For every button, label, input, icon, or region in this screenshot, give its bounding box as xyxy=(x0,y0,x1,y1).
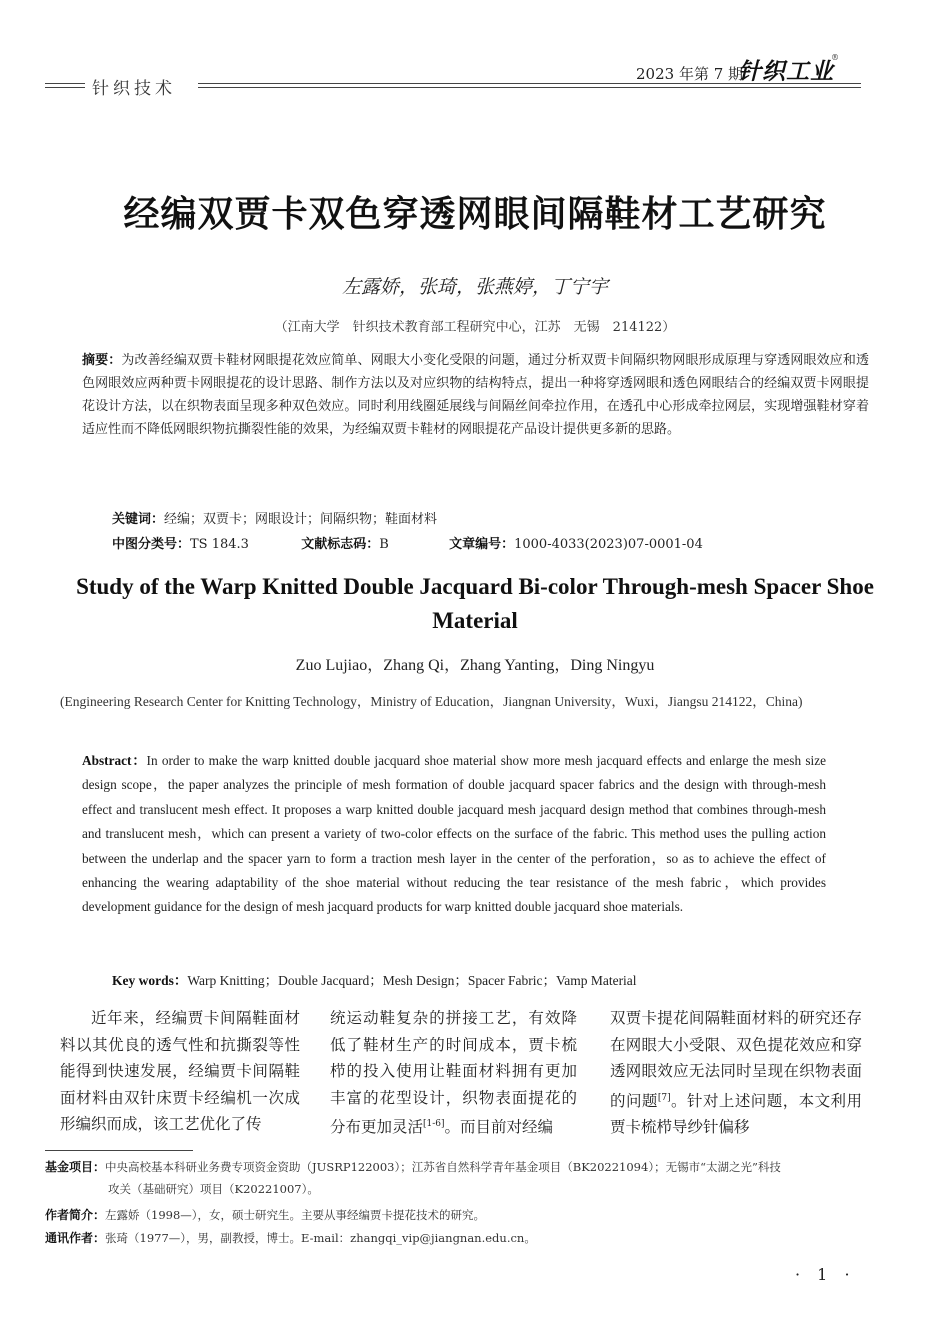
keywords-en-text: Warp Knitting；Double Jacquard；Mesh Design；Spacer Fabric；Vamp Material xyxy=(187,973,637,988)
body-text: 。而目前对经编 xyxy=(444,1118,554,1137)
body-column-3 xyxy=(610,1005,862,1141)
keywords-en-label: Key words： xyxy=(112,973,188,988)
body-text: 统运动鞋复杂的拼接工艺，有效降低了鞋材生产的时间成本，贾卡梳栉的投入使用让鞋面材料拥有更加丰富的花型设计，织物表面提花的分布更加灵活 xyxy=(330,1009,577,1137)
header-rule xyxy=(45,83,85,84)
fund-text: 中央高校基本科研业务费专项资金资助（JUSRP122003）；江苏省自然科学青年基金项目（BK20221094）；无锡市“太湖之光”科技 xyxy=(105,1160,781,1174)
header-rule xyxy=(198,87,861,88)
header-rule xyxy=(45,87,85,88)
affiliation-cn: （江南大学 针织技术教育部工程研究中心，江苏 无锡 214122） xyxy=(274,320,676,335)
abstract-cn-text: 为改善经编双贾卡鞋材网眼提花效应简单、网眼大小变化受限的问题，通过分析双贾卡间隔织物网眼形成原理与穿透网眼效应和透色网眼效应两种贾卡网眼提花的设计思路、制作方法以及对应织物的结构特点，提出一种将穿透网眼和透色网眼结合的经编双贾卡网眼提花设计方法，以在织物表面呈现多种双色效应。同时利用线圈延展线与间隔丝间牵拉作用，在透孔中心形成牵拉网层，实现增强鞋材穿着适应性而不降低网眼织物抗撕裂性能的效果，为经编双贾卡鞋材的网眼提花产品设计提供更多新的思路。 xyxy=(82,353,869,437)
keywords-cn xyxy=(112,508,872,531)
body-text: 。针对上述问题，本文利用贾卡梳栉导纱针偏移 xyxy=(610,1091,862,1137)
citation-ref: [7] xyxy=(657,1092,671,1103)
citation-ref: [1-6] xyxy=(423,1119,445,1129)
author-bio-text: 左露娇（1998—），女，硕士研究生。主要从事经编贾卡提花技术的研究。 xyxy=(105,1208,486,1222)
journal-logo: 针织工业 xyxy=(738,58,834,85)
paper-title-en: Study of the Warp Knitted Double Jacquard Bi-color Through-mesh Spacer Shoe Material xyxy=(76,574,874,633)
corresponding-label: 通讯作者： xyxy=(45,1231,106,1245)
abstract-cn xyxy=(82,349,869,441)
footnote-rule xyxy=(45,1150,193,1151)
abstract-en-text: In order to make the warp knitted double jacquard shoe material show more mesh jacquard effects and enlarge the mesh size design scope，the paper analyzes the principle of mesh formation of double jacquard spacer fabrics and the design with through-mesh effect and translucent mesh effect. It proposes a warp knitted double jacquard mesh jacquard design method that combines through-mesh and translucent mesh，which can present a variety of two-color effects on the surface of the fabric. This method uses the pulling action between the underlap and the spacer yarn to form a traction mesh layer in the center of the perforation，so as to achieve the effect of enhancing the wearing adaptability of the shoe material without reducing the tear resistance of the mesh fabric，which provides development guidance for the design of mesh jacquard products for warp knitted double jacquard shoe materials. xyxy=(82,753,827,915)
paper-title-cn: 经编双贾卡双色穿透网眼间隔鞋材工艺研究 xyxy=(123,194,827,235)
keywords-cn-label: 关键词： xyxy=(112,512,165,527)
keywords-cn-text: 经编；双贾卡；网眼设计；间隔织物；鞋面材料 xyxy=(164,512,438,527)
page-number: · 1 · xyxy=(795,1265,856,1284)
abstract-en-label: Abstract： xyxy=(82,753,147,768)
fund-text-cont: 攻关（基础研究）项目（K20221007）。 xyxy=(108,1182,319,1196)
author-bio-label: 作者简介： xyxy=(45,1208,106,1222)
body-column-2 xyxy=(330,1005,577,1141)
corresponding-text: 张琦（1977—），男，副教授，博士。E-mail：zhangqi_vip@jiangnan.edu.cn。 xyxy=(105,1231,536,1245)
clc-value: TS 184.3 xyxy=(190,537,249,552)
body-text: 双贾卡提花间隔鞋面材料的研究还存在网眼大小受限、双色提花效应和穿透网眼效应无法同时呈现在织物表面的问题 xyxy=(610,1009,862,1110)
abstract-en xyxy=(82,749,826,920)
doc-code-value: B xyxy=(379,537,389,552)
article-no-label: 文章编号： xyxy=(449,537,515,552)
abstract-cn-label: 摘要： xyxy=(82,353,122,368)
footnote-author xyxy=(45,1204,875,1226)
classification-line xyxy=(112,533,872,552)
section-label: 针织技术 xyxy=(92,79,176,99)
doc-code-label: 文献标志码： xyxy=(301,537,380,552)
registered-mark: ® xyxy=(831,53,839,62)
authors-cn: 左露娇，张琦，张燕婷，丁宁宇 xyxy=(341,276,608,298)
article-no-value: 1000-4033(2023)07-0001-04 xyxy=(514,537,703,552)
issue-label: 2023 年第 7 期 xyxy=(636,65,744,83)
affiliation-en: (Engineering Research Center for Knitting Technology，Ministry of Education，Jiangnan University，Wuxi，Jiangsu 214122，China) xyxy=(60,694,803,709)
footnote-corresponding xyxy=(45,1227,875,1249)
keywords-en xyxy=(112,969,872,989)
fund-label: 基金项目： xyxy=(45,1160,106,1174)
clc-label: 中图分类号： xyxy=(112,537,191,552)
authors-en: Zuo Lujiao，Zhang Qi，Zhang Yanting，Ding Ningyu xyxy=(295,657,655,674)
footnote-fund xyxy=(45,1156,875,1200)
body-column-1: 近年来，经编贾卡间隔鞋面材料以其优良的透气性和抗撕裂等性能得到快速发展，经编贾卡间隔鞋面材料由双针床贾卡经编机一次成形编织而成，该工艺优化了传 xyxy=(60,1009,300,1133)
